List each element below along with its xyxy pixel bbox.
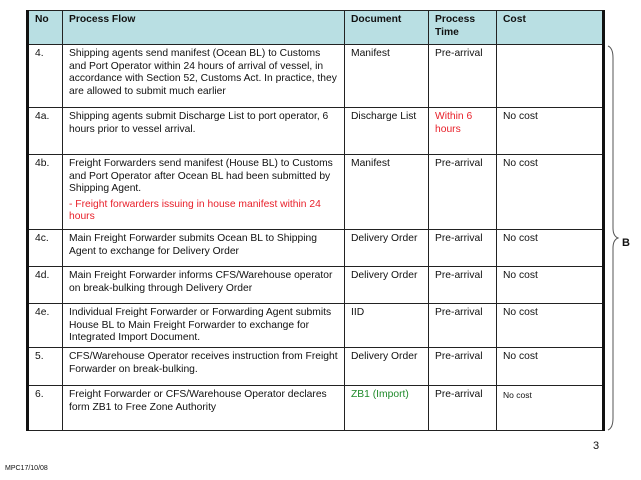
cell-process-flow	[63, 386, 345, 431]
cell-cost-text: No cost	[503, 158, 538, 169]
cell-no	[28, 108, 63, 155]
cell-process-time	[429, 108, 497, 155]
cell-no	[28, 267, 63, 304]
cell-no-text: 5.	[35, 351, 44, 362]
cell-cost	[497, 386, 604, 431]
cell-document	[345, 230, 429, 267]
cell-cost-text: No cost	[503, 270, 538, 281]
cell-process-flow-text: Shipping agents send manifest (Ocean BL) to Customs and Port Operator within 24 hours of arrival of vessel, in accordance with Section 52, Customs Act. In practice, they are allowed to submit much earlier	[69, 48, 337, 97]
cell-process-flow	[63, 348, 345, 386]
cell-document-text: Delivery Order	[351, 351, 418, 362]
cell-document	[345, 108, 429, 155]
cell-process-flow-text: CFS/Warehouse Operator receives instruction from Freight Forwarder on break-bulking.	[69, 351, 338, 375]
header-row	[28, 11, 604, 45]
table-row	[28, 348, 604, 386]
header-process-time: Process Time	[429, 11, 497, 45]
header-document: Document	[345, 11, 429, 45]
cell-no-text: 4a.	[35, 111, 50, 122]
cell-process-time-text: Pre-arrival	[435, 351, 483, 362]
cell-no-text: 4e.	[35, 307, 50, 318]
cell-process-flow-text: Freight Forwarders send manifest (House BL) to Customs and Port Operator after Ocean BL had been submitted by Shipping Agent.	[69, 158, 333, 195]
cell-process-time-text: Pre-arrival	[435, 48, 483, 59]
cell-cost	[497, 108, 604, 155]
cell-process-time	[429, 230, 497, 267]
cell-process-time	[429, 45, 497, 108]
cell-cost-text: No cost	[503, 233, 538, 244]
footer-code: MPC17/10/08	[5, 465, 48, 472]
cell-no	[28, 45, 63, 108]
cell-document	[345, 45, 429, 108]
header-no: No	[28, 11, 63, 45]
cell-no	[28, 348, 63, 386]
cell-no-text: 4c.	[35, 233, 49, 244]
cell-process-time-text: Pre-arrival	[435, 270, 483, 281]
cell-document	[345, 386, 429, 431]
cell-process-flow-text: Freight Forwarder or CFS/Warehouse Operator declares form ZB1 to Free Zone Authority	[69, 389, 327, 413]
cell-cost-text: No cost	[503, 307, 538, 318]
cell-process-flow-text: Main Freight Forwarder informs CFS/Warehouse operator on break-bulking through Delivery Order	[69, 270, 333, 294]
cell-process-flow-text: Main Freight Forwarder submits Ocean BL to Shipping Agent to exchange for Delivery Order	[69, 233, 318, 257]
cell-process-time-text: Within 6 hours	[435, 111, 473, 135]
cell-document-text: IID	[351, 307, 365, 318]
cell-process-time	[429, 348, 497, 386]
table-row	[28, 45, 604, 108]
cell-cost	[497, 45, 604, 108]
header-process-flow: Process Flow	[63, 11, 345, 45]
cell-process-time	[429, 267, 497, 304]
cell-document-text: Discharge List	[351, 111, 417, 122]
cell-process-flow	[63, 45, 345, 108]
cell-process-time-text: Pre-arrival	[435, 233, 483, 244]
process-flow-table	[26, 10, 605, 431]
cell-cost	[497, 348, 604, 386]
cell-document	[345, 348, 429, 386]
cell-process-flow	[63, 155, 345, 230]
cell-no-text: 4d.	[35, 270, 50, 281]
cell-process-flow-text: Individual Freight Forwarder or Forwarding Agent submits House BL to Main Freight Forwarder to exchange for Integrated Import Document.	[69, 307, 332, 344]
cell-document	[345, 267, 429, 304]
cell-cost	[497, 155, 604, 230]
table-row	[28, 155, 604, 230]
cell-no	[28, 155, 63, 230]
table-row	[28, 386, 604, 431]
cell-document-text: Delivery Order	[351, 233, 418, 244]
cell-document-text: Manifest	[351, 158, 390, 169]
cell-process-flow	[63, 304, 345, 348]
cell-cost	[497, 230, 604, 267]
cell-document-text: Manifest	[351, 48, 390, 59]
cell-no	[28, 386, 63, 431]
cell-cost	[497, 267, 604, 304]
cell-cost-text: No cost	[503, 390, 532, 400]
cell-document	[345, 155, 429, 230]
brace-icon	[606, 44, 620, 432]
cell-process-time-text: Pre-arrival	[435, 307, 483, 318]
cell-process-time	[429, 304, 497, 348]
cell-process-time	[429, 386, 497, 431]
table-row	[28, 108, 604, 155]
cell-process-flow	[63, 108, 345, 155]
page-number: 3	[593, 440, 600, 452]
cell-document-text: Delivery Order	[351, 270, 418, 281]
brace-label: B	[622, 237, 630, 249]
table-row	[28, 267, 604, 304]
cell-document-text: ZB1 (Import)	[351, 389, 409, 400]
cell-process-flow	[63, 230, 345, 267]
cell-process-time-text: Pre-arrival	[435, 389, 483, 400]
table-row	[28, 304, 604, 348]
cell-no-text: 4b.	[35, 158, 50, 169]
header-cost: Cost	[497, 11, 604, 45]
cell-no	[28, 304, 63, 348]
cell-process-flow-text: Shipping agents submit Discharge List to port operator, 6 hours prior to vessel arrival.	[69, 111, 329, 135]
cell-cost-text: No cost	[503, 111, 538, 122]
cell-process-flow	[63, 267, 345, 304]
cell-cost	[497, 304, 604, 348]
cell-process-time-text: Pre-arrival	[435, 158, 483, 169]
cell-process-time	[429, 155, 497, 230]
cell-document	[345, 304, 429, 348]
cell-no-text: 6.	[35, 389, 44, 400]
cell-no	[28, 230, 63, 267]
table-row	[28, 230, 604, 267]
process-note: - Freight forwarders issuing in house manifest within 24 hours	[69, 198, 321, 223]
cell-cost-text: No cost	[503, 351, 538, 362]
cell-no-text: 4.	[35, 48, 44, 59]
